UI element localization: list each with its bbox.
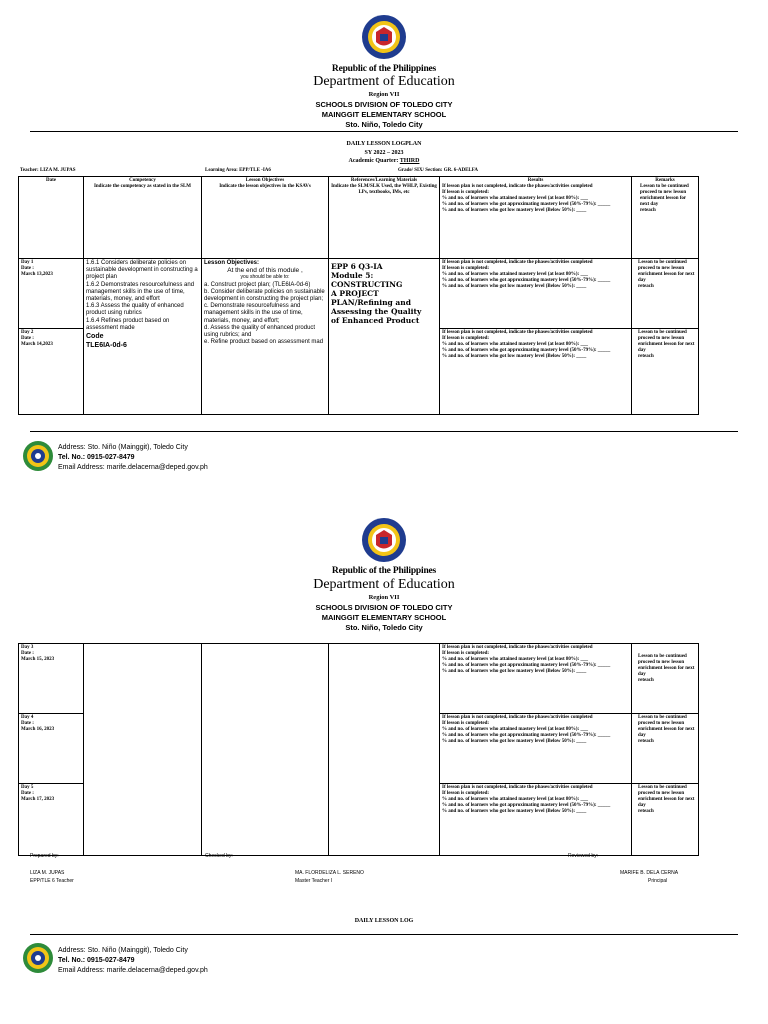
competency-cell (84, 644, 202, 856)
republic-heading: Republic of the Philippines (331, 64, 437, 74)
school-label: MAINGGIT ELEMENTARY SCHOOL (321, 110, 447, 119)
remarks-cell: Lesson to be continued proceed to new lesson enrichment lesson for next day reteach (632, 329, 699, 415)
col-competency-header: Competency Indicate the competency as stated in the SLM (84, 177, 202, 259)
remarks-cell: Lesson to be continued proceed to new lesson enrichment lesson for next day reteach (632, 784, 699, 856)
academic-quarter: Academic Quarter: THIRD (348, 158, 420, 164)
logplan-title: DAILY LESSON LOGPLAN (346, 141, 422, 147)
checked-by-label: Checked by: (205, 853, 233, 859)
footer-tel: Tel. No.: 0915-027-8479 (58, 957, 135, 964)
reviewed-by-label: Reviewed by: (568, 853, 599, 859)
teacher-label: Teacher: LIZA M. JUPAS (20, 168, 76, 173)
school-logo-icon (22, 440, 54, 472)
grade-section-label: Grade/ SIX/ Section: GR. 6-ADELFA (398, 168, 479, 173)
col-date-header: Date (19, 177, 84, 259)
results-cell: If lesson plan is not completed, indicate the phases/activities completed If lesson is completed: % and no. of learners who attained mastery level (at least 80%): ___ % and no. of learners who got approximating mastery level (50%-79%): _____ % and no. of learners who got low mastery level (Below 50%): ____ (440, 714, 632, 784)
place-label: Sto. Niño, Toledo City (345, 120, 423, 129)
footer-address: Address: Sto. Niño (Mainggit), Toledo City (58, 444, 188, 451)
results-cell: If lesson plan is not completed, indicate the phases/activities completed If lesson is completed: % and no. of learners who attained mastery level (at least 80%): ___ % and no. of learners who got approximating mastery level (50%-79%): _____ % and no. of learners who got low mastery level (Below 50%): ____ (440, 329, 632, 415)
footer-address: Address: Sto. Niño (Mainggit), Toledo City (58, 947, 188, 954)
header-divider (30, 131, 738, 132)
footer-email: Email Address: marife.delacerna@deped.gov.ph (58, 967, 208, 974)
day-cell: Day 3 Date : March 15, 2023 (19, 644, 84, 714)
footer-divider (30, 934, 738, 935)
day-cell: Day 4 Date : March 16, 2023 (19, 714, 84, 784)
republic-heading: Republic of the Philippines (331, 566, 437, 576)
remarks-cell: Lesson to be continued proceed to new lesson enrichment lesson for next day reteach (632, 714, 699, 784)
deped-seal-icon (361, 517, 407, 563)
department-heading: Department of Education (313, 74, 455, 89)
references-cell: EPP 6 Q3-IA Module 5: CONSTRUCTING A PROJECT PLAN/Refining and Assessing the Quality of Enhanced Product (329, 259, 440, 415)
col-references-header: References/Learning Materials Indicate the SLM/SLK Used, the WHLP, Existing LPs, textbooks, IMs, etc (329, 177, 440, 259)
prepared-name: LIZA M. JUPAS (30, 870, 65, 876)
reviewed-name: MARIFE B. DELA CERNA (620, 870, 679, 876)
results-cell: If lesson plan is not completed, indicate the phases/activities completed If lesson is completed: % and no. of learners who attained mastery level (at least 80%): ___ % and no. of learners who got approximating mastery level (50%-79%): _____ % and no. of learners who got low mastery level (Below 50%): ____ (440, 259, 632, 329)
col-objectives-header: Lesson Objectives Indicate the lesson objectives in the KSAVs (202, 177, 329, 259)
references-cell (329, 644, 440, 856)
footer-email: Email Address: marife.delacerna@deped.gov.ph (58, 464, 208, 471)
region-label: Region VII (368, 594, 400, 601)
place-label: Sto. Niño, Toledo City (345, 623, 423, 632)
results-cell: If lesson plan is not completed, indicate the phases/activities completed If lesson is completed: % and no. of learners who attained mastery level (at least 80%): ___ % and no. of learners who got approximating mastery level (50%-79%): _____ % and no. of learners who got low mastery level (Below 50%): ____ (440, 784, 632, 856)
lesson-log-table-p2 (18, 643, 699, 856)
division-label: SCHOOLS DIVISION OF TOLEDO CITY (315, 100, 453, 109)
remarks-cell: Lesson to be continued proceed to new lesson enrichment lesson for next day reteach (632, 259, 699, 329)
daily-lesson-log-title: DAILY LESSON LOG (354, 918, 414, 924)
day-cell: Day 1 Date : March 13,2023 (19, 259, 84, 329)
results-cell: If lesson plan is not completed, indicate the phases/activities completed If lesson is completed: % and no. of learners who attained mastery level (at least 80%): ___ % and no. of learners who got approximating mastery level (50%-79%): _____ % and no. of learners who got low mastery level (Below 50%): ____ (440, 644, 632, 714)
school-year: SY 2022 – 2023 (364, 150, 404, 156)
division-label: SCHOOLS DIVISION OF TOLEDO CITY (315, 603, 453, 612)
reviewed-title: Principal (648, 878, 668, 884)
day-cell: Day 5 Date : March 17, 2023 (19, 784, 84, 856)
prepared-title: EPP/TLE 6 Teacher (30, 878, 74, 884)
lesson-log-table-p1 (18, 176, 699, 415)
footer-divider (30, 431, 738, 432)
col-results-header: Results If lesson plan is not completed, indicate the phases/activities completed If lesson is completed: % and no. of learners who attained mastery level (at least 80%): ___ % and no. of learners who got approximating mastery level (50%-79%): _____ % and no. of learners who got low mastery level (Below 50%): ____ (440, 177, 632, 259)
footer-tel: Tel. No.: 0915-027-8479 (58, 454, 135, 461)
objectives-cell: Lesson Objectives: At the end of this module , you should be able to: a. Construct project plan; (TLE6IA-0d-6) b. Consider deliberate policies on sustainable development in constructing the project plan; c. Demonstrate resourcefulness and management skills in the use of time, materials, money, and effort; d. Assess the quality of enhanced product using rubrics; and e. Refine product based on assessment mad (202, 259, 329, 415)
deped-seal-icon (361, 14, 407, 60)
learning-area-label: Learning Area: EPP/TLE -IA6 (205, 168, 271, 173)
school-label: MAINGGIT ELEMENTARY SCHOOL (321, 613, 447, 622)
day-cell: Day 2 Date : March 14,2023 (19, 329, 84, 415)
school-logo-icon (22, 942, 54, 974)
region-label: Region VII (368, 91, 400, 98)
remarks-cell: Lesson to be continued proceed to new lesson enrichment lesson for next day reteach (632, 644, 699, 714)
competency-cell: 1.6.1 Considers deliberate policies on sustainable development in constructing a project plan 1.6.2 Demonstrates resourcefulness and management skills in the use of time, materials, money, and effort 1.6.3 Assess the quality of enhanced product using rubrics 1.6.4 Refines product based on assessment made Code TLE6IA-0d-6 (84, 259, 202, 415)
objectives-cell (202, 644, 329, 856)
checked-title: Master Teacher I (295, 878, 333, 884)
checked-name: MA. FLORDELIZA L. SERENO (295, 870, 364, 876)
prepared-by-label: Prepared by: (30, 853, 59, 859)
col-remarks-header: Remarks Lesson to be continued proceed to new lesson enrichment lesson for next day reteach (632, 177, 699, 259)
department-heading: Department of Education (313, 577, 455, 592)
